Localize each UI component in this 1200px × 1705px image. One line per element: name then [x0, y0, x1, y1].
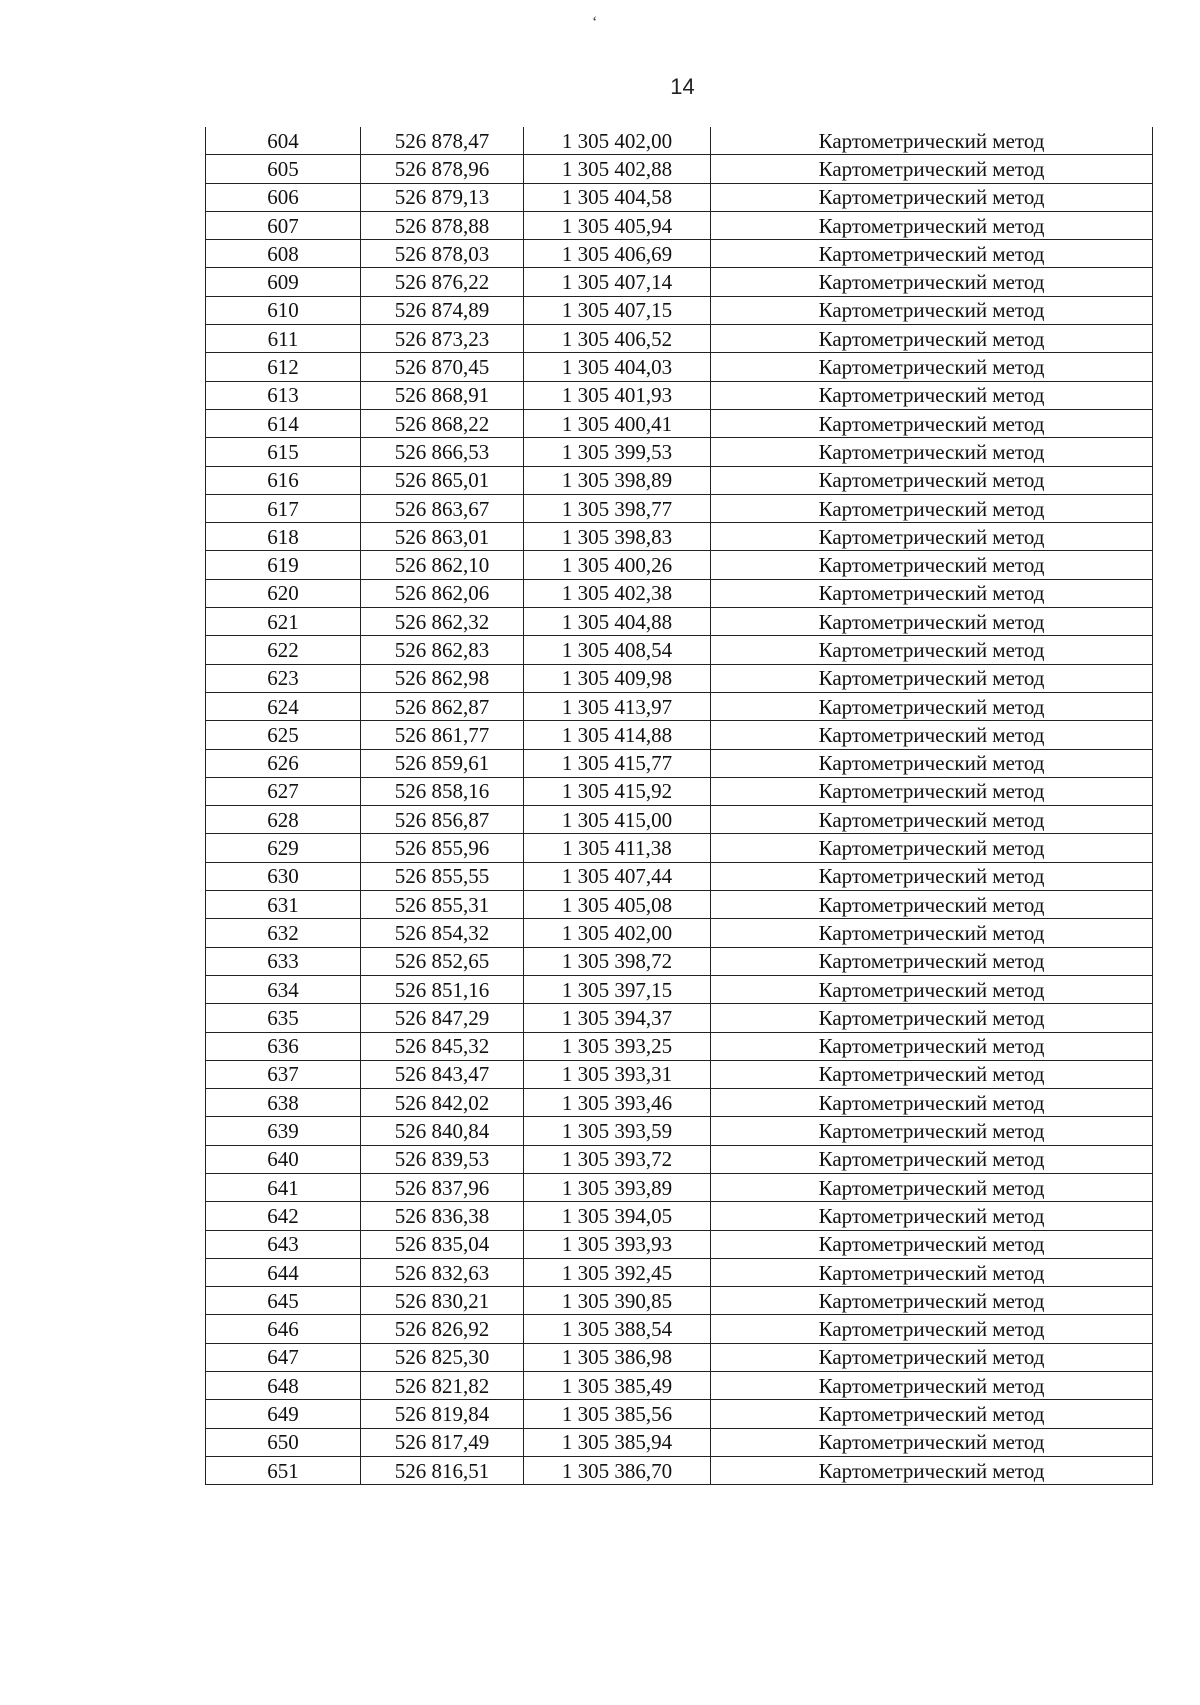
coordinates-table — [205, 127, 1153, 1485]
point-number-cell: 643 — [206, 1230, 361, 1258]
method-cell: Картометрический метод — [711, 1173, 1153, 1201]
point-number-cell: 651 — [206, 1456, 361, 1484]
y-coordinate-cell: 1 305 394,37 — [524, 1004, 711, 1032]
y-coordinate-cell: 1 305 385,94 — [524, 1428, 711, 1456]
x-coordinate-cell: 526 816,51 — [361, 1456, 524, 1484]
x-coordinate-cell: 526 855,55 — [361, 862, 524, 890]
table-row — [206, 438, 1153, 466]
x-coordinate-cell: 526 845,32 — [361, 1032, 524, 1060]
y-coordinate-cell: 1 305 402,38 — [524, 579, 711, 607]
x-coordinate-cell: 526 878,47 — [361, 127, 524, 155]
point-number-cell: 621 — [206, 608, 361, 636]
y-coordinate-cell: 1 305 404,88 — [524, 608, 711, 636]
y-coordinate-cell: 1 305 405,08 — [524, 891, 711, 919]
y-coordinate-cell: 1 305 398,77 — [524, 494, 711, 522]
table-row — [206, 1343, 1153, 1371]
table-row — [206, 1117, 1153, 1145]
point-number-cell: 637 — [206, 1060, 361, 1088]
table-row — [206, 1372, 1153, 1400]
method-cell: Картометрический метод — [711, 1343, 1153, 1371]
y-coordinate-cell: 1 305 400,26 — [524, 551, 711, 579]
point-number-cell: 616 — [206, 466, 361, 494]
table-row — [206, 947, 1153, 975]
point-number-cell: 604 — [206, 127, 361, 155]
table-row — [206, 409, 1153, 437]
table-row — [206, 127, 1153, 155]
point-number-cell: 641 — [206, 1173, 361, 1201]
y-coordinate-cell: 1 305 415,00 — [524, 806, 711, 834]
method-cell: Картометрический метод — [711, 664, 1153, 692]
method-cell: Картометрический метод — [711, 1315, 1153, 1343]
x-coordinate-cell: 526 856,87 — [361, 806, 524, 834]
point-number-cell: 635 — [206, 1004, 361, 1032]
y-coordinate-cell: 1 305 408,54 — [524, 636, 711, 664]
y-coordinate-cell: 1 305 386,70 — [524, 1456, 711, 1484]
x-coordinate-cell: 526 852,65 — [361, 947, 524, 975]
y-coordinate-cell: 1 305 393,89 — [524, 1173, 711, 1201]
point-number-cell: 627 — [206, 777, 361, 805]
method-cell: Картометрический метод — [711, 636, 1153, 664]
method-cell: Картометрический метод — [711, 409, 1153, 437]
table-row — [206, 636, 1153, 664]
x-coordinate-cell: 526 863,01 — [361, 523, 524, 551]
method-cell: Картометрический метод — [711, 1202, 1153, 1230]
table-row — [206, 1173, 1153, 1201]
y-coordinate-cell: 1 305 385,56 — [524, 1400, 711, 1428]
page-number: 14 — [670, 74, 695, 99]
method-cell: Картометрический метод — [711, 692, 1153, 720]
table-row — [206, 353, 1153, 381]
method-cell: Картометрический метод — [711, 1032, 1153, 1060]
table-row — [206, 664, 1153, 692]
method-cell: Картометрический метод — [711, 1400, 1153, 1428]
y-coordinate-cell: 1 305 385,49 — [524, 1372, 711, 1400]
point-number-cell: 648 — [206, 1372, 361, 1400]
method-cell: Картометрический метод — [711, 353, 1153, 381]
x-coordinate-cell: 526 862,98 — [361, 664, 524, 692]
point-number-cell: 644 — [206, 1258, 361, 1286]
x-coordinate-cell: 526 879,13 — [361, 183, 524, 211]
point-number-cell: 623 — [206, 664, 361, 692]
point-number-cell: 612 — [206, 353, 361, 381]
y-coordinate-cell: 1 305 411,38 — [524, 834, 711, 862]
y-coordinate-cell: 1 305 407,15 — [524, 296, 711, 324]
method-cell: Картометрический метод — [711, 127, 1153, 155]
table-row — [206, 891, 1153, 919]
method-cell: Картометрический метод — [711, 806, 1153, 834]
table-row — [206, 325, 1153, 353]
method-cell: Картометрический метод — [711, 296, 1153, 324]
x-coordinate-cell: 526 862,87 — [361, 692, 524, 720]
y-coordinate-cell: 1 305 393,59 — [524, 1117, 711, 1145]
y-coordinate-cell: 1 305 388,54 — [524, 1315, 711, 1343]
point-number-cell: 628 — [206, 806, 361, 834]
x-coordinate-cell: 526 821,82 — [361, 1372, 524, 1400]
y-coordinate-cell: 1 305 407,14 — [524, 268, 711, 296]
x-coordinate-cell: 526 862,32 — [361, 608, 524, 636]
table-row — [206, 1315, 1153, 1343]
y-coordinate-cell: 1 305 413,97 — [524, 692, 711, 720]
point-number-cell: 619 — [206, 551, 361, 579]
point-number-cell: 625 — [206, 721, 361, 749]
y-coordinate-cell: 1 305 393,46 — [524, 1089, 711, 1117]
x-coordinate-cell: 526 878,03 — [361, 240, 524, 268]
method-cell: Картометрический метод — [711, 1230, 1153, 1258]
point-number-cell: 605 — [206, 155, 361, 183]
table-row — [206, 608, 1153, 636]
y-coordinate-cell: 1 305 398,89 — [524, 466, 711, 494]
y-coordinate-cell: 1 305 399,53 — [524, 438, 711, 466]
method-cell: Картометрический метод — [711, 862, 1153, 890]
y-coordinate-cell: 1 305 398,83 — [524, 523, 711, 551]
y-coordinate-cell: 1 305 397,15 — [524, 975, 711, 1003]
x-coordinate-cell: 526 862,06 — [361, 579, 524, 607]
x-coordinate-cell: 526 870,45 — [361, 353, 524, 381]
x-coordinate-cell: 526 836,38 — [361, 1202, 524, 1230]
table-row — [206, 1089, 1153, 1117]
table-row — [206, 1032, 1153, 1060]
point-number-cell: 649 — [206, 1400, 361, 1428]
x-coordinate-cell: 526 847,29 — [361, 1004, 524, 1032]
method-cell: Картометрический метод — [711, 1145, 1153, 1173]
point-number-cell: 630 — [206, 862, 361, 890]
x-coordinate-cell: 526 862,10 — [361, 551, 524, 579]
table-row — [206, 806, 1153, 834]
y-coordinate-cell: 1 305 409,98 — [524, 664, 711, 692]
method-cell: Картометрический метод — [711, 268, 1153, 296]
table-row — [206, 1428, 1153, 1456]
table-row — [206, 1060, 1153, 1088]
y-coordinate-cell: 1 305 407,44 — [524, 862, 711, 890]
point-number-cell: 640 — [206, 1145, 361, 1173]
method-cell: Картометрический метод — [711, 1287, 1153, 1315]
table-row — [206, 721, 1153, 749]
y-coordinate-cell: 1 305 402,00 — [524, 127, 711, 155]
y-coordinate-cell: 1 305 406,69 — [524, 240, 711, 268]
x-coordinate-cell: 526 878,96 — [361, 155, 524, 183]
table-row — [206, 551, 1153, 579]
y-coordinate-cell: 1 305 415,77 — [524, 749, 711, 777]
point-number-cell: 622 — [206, 636, 361, 664]
point-number-cell: 633 — [206, 947, 361, 975]
x-coordinate-cell: 526 837,96 — [361, 1173, 524, 1201]
point-number-cell: 607 — [206, 211, 361, 239]
point-number-cell: 629 — [206, 834, 361, 862]
x-coordinate-cell: 526 840,84 — [361, 1117, 524, 1145]
x-coordinate-cell: 526 854,32 — [361, 919, 524, 947]
method-cell: Картометрический метод — [711, 1258, 1153, 1286]
x-coordinate-cell: 526 851,16 — [361, 975, 524, 1003]
x-coordinate-cell: 526 866,53 — [361, 438, 524, 466]
method-cell: Картометрический метод — [711, 891, 1153, 919]
method-cell: Картометрический метод — [711, 777, 1153, 805]
method-cell: Картометрический метод — [711, 381, 1153, 409]
method-cell: Картометрический метод — [711, 579, 1153, 607]
y-coordinate-cell: 1 305 400,41 — [524, 409, 711, 437]
table-row — [206, 211, 1153, 239]
method-cell: Картометрический метод — [711, 183, 1153, 211]
x-coordinate-cell: 526 859,61 — [361, 749, 524, 777]
x-coordinate-cell: 526 878,88 — [361, 211, 524, 239]
x-coordinate-cell: 526 874,89 — [361, 296, 524, 324]
point-number-cell: 632 — [206, 919, 361, 947]
y-coordinate-cell: 1 305 394,05 — [524, 1202, 711, 1230]
method-cell: Картометрический метод — [711, 466, 1153, 494]
table-row — [206, 1456, 1153, 1484]
y-coordinate-cell: 1 305 393,25 — [524, 1032, 711, 1060]
table-row — [206, 466, 1153, 494]
y-coordinate-cell: 1 305 393,93 — [524, 1230, 711, 1258]
table-row — [206, 268, 1153, 296]
method-cell: Картометрический метод — [711, 523, 1153, 551]
point-number-cell: 620 — [206, 579, 361, 607]
x-coordinate-cell: 526 873,23 — [361, 325, 524, 353]
table-row — [206, 692, 1153, 720]
point-number-cell: 646 — [206, 1315, 361, 1343]
point-number-cell: 639 — [206, 1117, 361, 1145]
table-row — [206, 1004, 1153, 1032]
method-cell: Картометрический метод — [711, 551, 1153, 579]
method-cell: Картометрический метод — [711, 1428, 1153, 1456]
point-number-cell: 636 — [206, 1032, 361, 1060]
table-row — [206, 296, 1153, 324]
table-row — [206, 381, 1153, 409]
table-row — [206, 523, 1153, 551]
table-row — [206, 862, 1153, 890]
method-cell: Картометрический метод — [711, 240, 1153, 268]
x-coordinate-cell: 526 842,02 — [361, 1089, 524, 1117]
x-coordinate-cell: 526 855,31 — [361, 891, 524, 919]
point-number-cell: 645 — [206, 1287, 361, 1315]
point-number-cell: 611 — [206, 325, 361, 353]
table-row — [206, 777, 1153, 805]
method-cell: Картометрический метод — [711, 155, 1153, 183]
x-coordinate-cell: 526 817,49 — [361, 1428, 524, 1456]
x-coordinate-cell: 526 862,83 — [361, 636, 524, 664]
table-row — [206, 1202, 1153, 1230]
point-number-cell: 615 — [206, 438, 361, 466]
x-coordinate-cell: 526 825,30 — [361, 1343, 524, 1371]
x-coordinate-cell: 526 861,77 — [361, 721, 524, 749]
table-row — [206, 494, 1153, 522]
x-coordinate-cell: 526 863,67 — [361, 494, 524, 522]
method-cell: Картометрический метод — [711, 947, 1153, 975]
method-cell: Картометрический метод — [711, 1089, 1153, 1117]
scan-mark: ‘ — [592, 14, 598, 31]
x-coordinate-cell: 526 843,47 — [361, 1060, 524, 1088]
table-row — [206, 1400, 1153, 1428]
method-cell: Картометрический метод — [711, 975, 1153, 1003]
x-coordinate-cell: 526 865,01 — [361, 466, 524, 494]
method-cell: Картометрический метод — [711, 749, 1153, 777]
method-cell: Картометрический метод — [711, 608, 1153, 636]
point-number-cell: 631 — [206, 891, 361, 919]
y-coordinate-cell: 1 305 398,72 — [524, 947, 711, 975]
y-coordinate-cell: 1 305 390,85 — [524, 1287, 711, 1315]
point-number-cell: 608 — [206, 240, 361, 268]
table-row — [206, 579, 1153, 607]
method-cell: Картометрический метод — [711, 721, 1153, 749]
method-cell: Картометрический метод — [711, 325, 1153, 353]
point-number-cell: 638 — [206, 1089, 361, 1117]
method-cell: Картометрический метод — [711, 919, 1153, 947]
x-coordinate-cell: 526 876,22 — [361, 268, 524, 296]
x-coordinate-cell: 526 826,92 — [361, 1315, 524, 1343]
table-row — [206, 183, 1153, 211]
method-cell: Картометрический метод — [711, 211, 1153, 239]
x-coordinate-cell: 526 839,53 — [361, 1145, 524, 1173]
x-coordinate-cell: 526 868,91 — [361, 381, 524, 409]
x-coordinate-cell: 526 835,04 — [361, 1230, 524, 1258]
method-cell: Картометрический метод — [711, 1456, 1153, 1484]
y-coordinate-cell: 1 305 392,45 — [524, 1258, 711, 1286]
point-number-cell: 647 — [206, 1343, 361, 1371]
table-row — [206, 749, 1153, 777]
y-coordinate-cell: 1 305 393,72 — [524, 1145, 711, 1173]
method-cell: Картометрический метод — [711, 1117, 1153, 1145]
point-number-cell: 609 — [206, 268, 361, 296]
method-cell: Картометрический метод — [711, 1004, 1153, 1032]
point-number-cell: 650 — [206, 1428, 361, 1456]
x-coordinate-cell: 526 832,63 — [361, 1258, 524, 1286]
y-coordinate-cell: 1 305 401,93 — [524, 381, 711, 409]
point-number-cell: 613 — [206, 381, 361, 409]
point-number-cell: 624 — [206, 692, 361, 720]
y-coordinate-cell: 1 305 414,88 — [524, 721, 711, 749]
point-number-cell: 642 — [206, 1202, 361, 1230]
table-row — [206, 834, 1153, 862]
method-cell: Картометрический метод — [711, 494, 1153, 522]
x-coordinate-cell: 526 819,84 — [361, 1400, 524, 1428]
table-row — [206, 1287, 1153, 1315]
point-number-cell: 606 — [206, 183, 361, 211]
y-coordinate-cell: 1 305 405,94 — [524, 211, 711, 239]
point-number-cell: 618 — [206, 523, 361, 551]
table-row — [206, 975, 1153, 1003]
x-coordinate-cell: 526 855,96 — [361, 834, 524, 862]
x-coordinate-cell: 526 858,16 — [361, 777, 524, 805]
y-coordinate-cell: 1 305 402,00 — [524, 919, 711, 947]
method-cell: Картометрический метод — [711, 834, 1153, 862]
y-coordinate-cell: 1 305 402,88 — [524, 155, 711, 183]
method-cell: Картометрический метод — [711, 1060, 1153, 1088]
method-cell: Картометрический метод — [711, 438, 1153, 466]
y-coordinate-cell: 1 305 406,52 — [524, 325, 711, 353]
point-number-cell: 610 — [206, 296, 361, 324]
y-coordinate-cell: 1 305 404,03 — [524, 353, 711, 381]
method-cell: Картометрический метод — [711, 1372, 1153, 1400]
x-coordinate-cell: 526 830,21 — [361, 1287, 524, 1315]
table-row — [206, 1258, 1153, 1286]
x-coordinate-cell: 526 868,22 — [361, 409, 524, 437]
table-row — [206, 1230, 1153, 1258]
y-coordinate-cell: 1 305 393,31 — [524, 1060, 711, 1088]
y-coordinate-cell: 1 305 386,98 — [524, 1343, 711, 1371]
coordinates-table-body — [206, 127, 1153, 1485]
point-number-cell: 626 — [206, 749, 361, 777]
table-row — [206, 919, 1153, 947]
point-number-cell: 614 — [206, 409, 361, 437]
y-coordinate-cell: 1 305 415,92 — [524, 777, 711, 805]
table-row — [206, 240, 1153, 268]
y-coordinate-cell: 1 305 404,58 — [524, 183, 711, 211]
point-number-cell: 634 — [206, 975, 361, 1003]
table-row — [206, 155, 1153, 183]
point-number-cell: 617 — [206, 494, 361, 522]
table-row — [206, 1145, 1153, 1173]
